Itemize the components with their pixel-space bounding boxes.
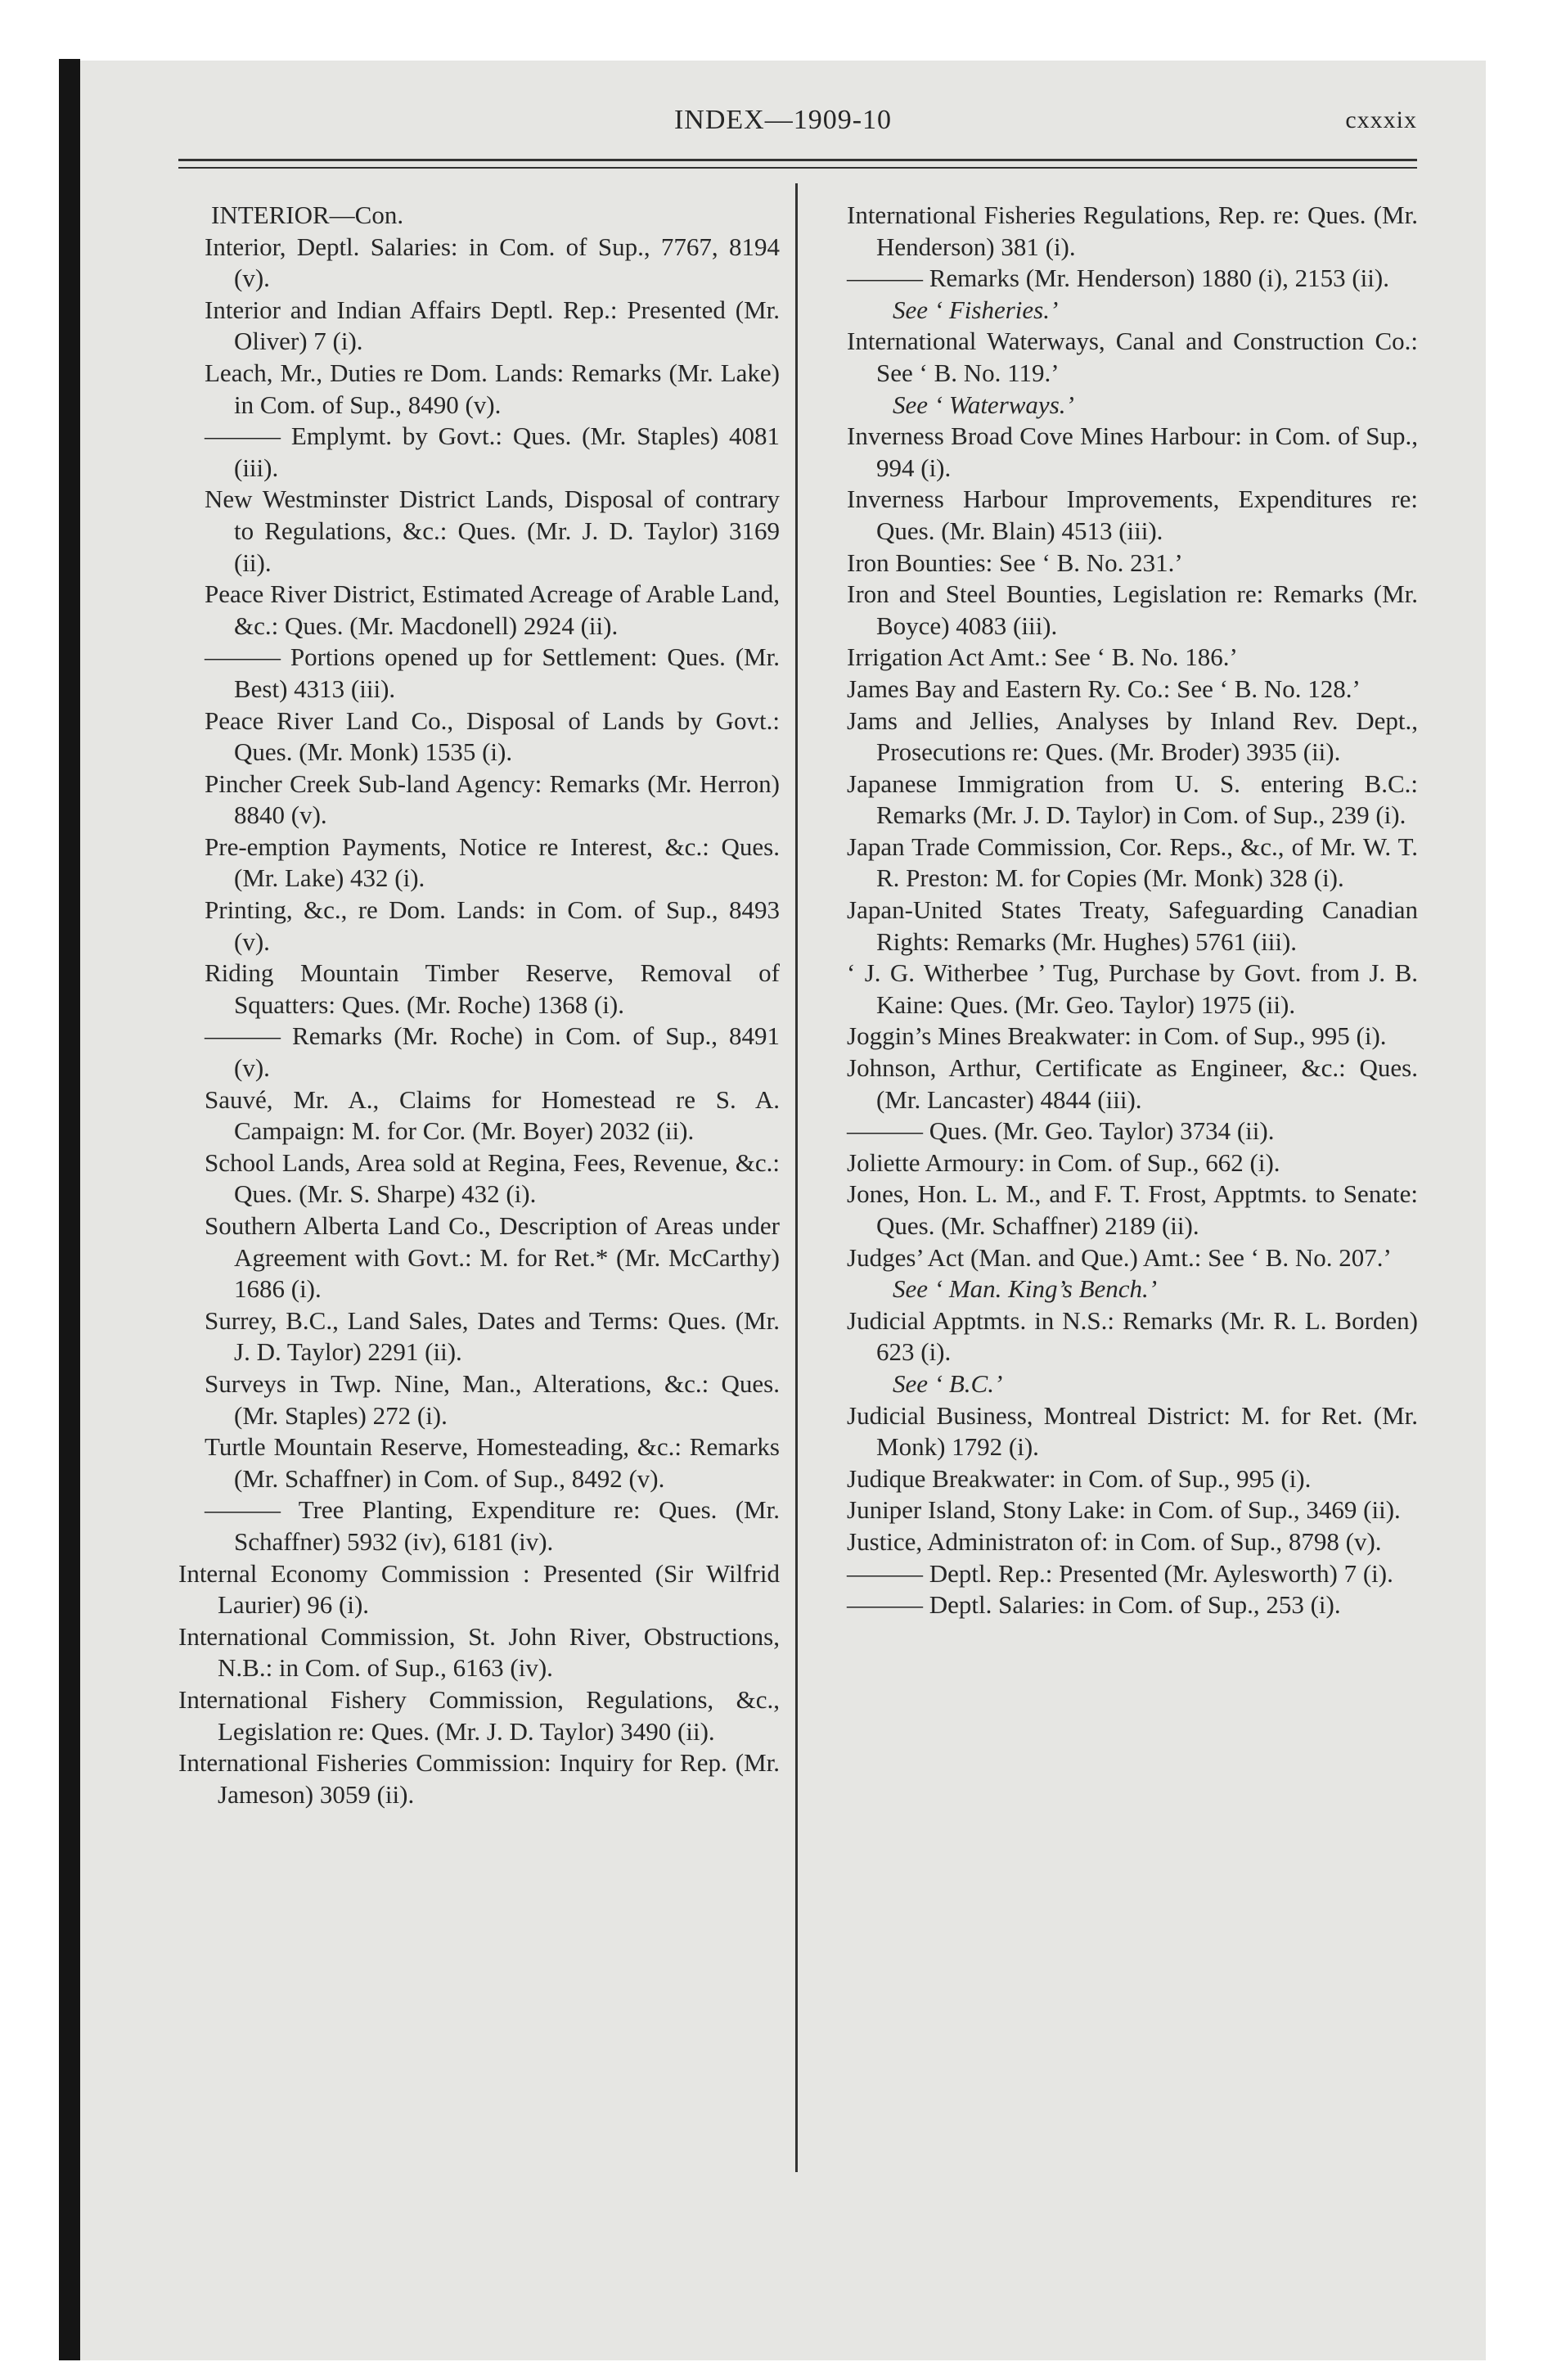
index-entry: ——— Deptl. Salaries: in Com. of Sup., 253 (i). [847,1590,1341,1620]
index-entry: Inverness Harbour Improvements, Expenditures re: Ques. (Mr. Blain) 4513 (iii). [847,485,1418,545]
index-entry: International Waterways, Canal and Construction Co.: See ‘ B. No. 119.’ [847,327,1418,387]
index-entry: Surrey, B.C., Land Sales, Dates and Terms: Ques. (Mr. J. D. Taylor) 2291 (ii). [205,1305,780,1367]
index-entry: Joliette Armoury: in Com. of Sup., 662 (i). [847,1147,1280,1177]
index-entry: Judicial Business, Montreal District: M. for Ret. (Mr. Monk) 1792 (i). [847,1400,1418,1462]
index-entry: International Fisheries Regulations, Rep. re: Ques. (Mr. Henderson) 381 (i). [847,201,1418,261]
right-column [821,200,1418,1621]
index-entry: Sauvé, Mr. A., Claims for Homestead re S. A. Campaign: M. for Cor. (Mr. Boyer) 2032 (ii). [205,1084,780,1146]
index-entry: Jones, Hon. L. M., and F. T. Frost, Apptmts. to Senate: Ques. (Mr. Schaffner) 2189 (ii). [847,1179,1418,1240]
header-rule [178,159,1417,161]
index-entry: Judicial Apptmts. in N.S.: Remarks (Mr. R. L. Borden) 623 (i). [847,1305,1418,1367]
left-column [178,200,780,1810]
index-entry: Inverness Broad Cove Mines Harbour: in Com. of Sup., 994 (i). [847,421,1418,482]
index-entry: New Westminster District Lands, Disposal of contrary to Regulations, &c.: Ques. (Mr. J. D. Taylor) 3169 (ii). [205,485,780,577]
section-heading: INTERIOR—Con. [211,201,404,229]
index-entry: Southern Alberta Land Co., Description of Areas under Agreement with Govt.: M. for Ret.* (Mr. McCarthy) 1686 (i). [205,1211,780,1304]
index-entry: ——— Tree Planting, Expenditure re: Ques. (Mr. Schaffner) 5932 (iv), 6181 (iv). [205,1495,780,1556]
page-number: cxxxix [1345,106,1417,133]
index-entry: Interior, Deptl. Salaries: in Com. of Sup., 7767, 8194 (v). [205,232,780,293]
header-rule-thin [178,167,1417,169]
index-entry: ——— Portions opened up for Settlement: Ques. (Mr. Best) 4313 (iii). [205,642,780,703]
index-entry: Pre-emption Payments, Notice re Interest, &c.: Ques. (Mr. Lake) 432 (i). [205,832,780,893]
index-entry: Judique Breakwater: in Com. of Sup., 995 (i). [847,1463,1312,1493]
index-entry: ——— Deptl. Rep.: Presented (Mr. Aylesworth) 7 (i). [847,1558,1393,1588]
index-entry: Irrigation Act Amt.: See ‘ B. No. 186.’ [847,642,1238,672]
index-entry: Justice, Administraton of: in Com. of Sup., 8798 (v). [847,1526,1382,1556]
index-entry: Pincher Creek Sub-land Agency: Remarks (Mr. Herron) 8840 (v). [205,769,780,830]
index-entry: Judges’ Act (Man. and Que.) Amt.: See ‘ B. No. 207.’ [847,1242,1392,1272]
index-entry: Peace River District, Estimated Acreage of Arable Land, &c.: Ques. (Mr. Macdonell) 2924 (ii). [205,579,780,640]
cross-reference: See ‘ Fisheries.’ [893,295,1059,324]
column-divider [795,183,798,2172]
index-entry: Leach, Mr., Duties re Dom. Lands: Remarks (Mr. Lake) in Com. of Sup., 8490 (v). [205,358,780,419]
index-entry: ——— Emplymt. by Govt.: Ques. (Mr. Staples) 4081 (iii). [205,421,780,482]
index-entry: Surveys in Twp. Nine, Man., Alterations, &c.: Ques. (Mr. Staples) 272 (i). [205,1368,780,1430]
index-entry: ——— Remarks (Mr. Henderson) 1880 (i), 2153 (ii). [847,264,1389,293]
index-entry: Turtle Mountain Reserve, Homesteading, &c.: Remarks (Mr. Schaffner) in Com. of Sup., 8492 (v). [205,1432,780,1493]
index-entry: James Bay and Eastern Ry. Co.: See ‘ B. No. 128.’ [847,674,1361,703]
index-entry: Jams and Jellies, Analyses by Inland Rev. Dept., Prosecutions re: Ques. (Mr. Broder) 3935 (ii). [847,705,1418,767]
index-page [80,61,1486,2360]
cross-reference: See ‘ Waterways.’ [893,390,1074,419]
index-entry: Johnson, Arthur, Certificate as Engineer, &c.: Ques. (Mr. Lancaster) 4844 (iii). [847,1053,1418,1114]
scan-border [59,59,80,2360]
running-title: INDEX—1909-10 [673,105,893,135]
index-entry: Riding Mountain Timber Reserve, Removal of Squatters: Ques. (Mr. Roche) 1368 (i). [205,958,780,1019]
index-entry: Iron and Steel Bounties, Legislation re: Remarks (Mr. Boyce) 4083 (iii). [847,579,1418,640]
index-entry: Peace River Land Co., Disposal of Lands by Govt.: Ques. (Mr. Monk) 1535 (i). [205,705,780,767]
index-entry: Japanese Immigration from U. S. entering B.C.: Remarks (Mr. J. D. Taylor) in Com. of Sup., 239 (i). [847,769,1418,830]
index-entry: Internal Economy Commission : Presented (Sir Wilfrid Laurier) 96 (i). [178,1558,780,1620]
index-entry: International Commission, St. John River, Obstructions, N.B.: in Com. of Sup., 6163 (iv). [178,1621,780,1683]
index-entry: School Lands, Area sold at Regina, Fees, Revenue, &c.: Ques. (Mr. S. Sharpe) 432 (i). [205,1147,780,1209]
index-entry: International Fisheries Commission: Inquiry for Rep. (Mr. Jameson) 3059 (ii). [178,1748,780,1809]
index-entry: Japan Trade Commission, Cor. Reps., &c., of Mr. W. T. R. Preston: M. for Copies (Mr. Monk) 328 (i). [847,832,1418,893]
index-entry: ——— Remarks (Mr. Roche) in Com. of Sup., 8491 (v). [205,1021,780,1083]
index-entry: Interior and Indian Affairs Deptl. Rep.: Presented (Mr. Oliver) 7 (i). [205,295,780,356]
index-entry: Printing, &c., re Dom. Lands: in Com. of Sup., 8493 (v). [205,895,780,956]
index-entry: Joggin’s Mines Breakwater: in Com. of Sup., 995 (i). [847,1021,1387,1051]
index-entry: Juniper Island, Stony Lake: in Com. of Sup., 3469 (ii). [847,1495,1401,1525]
index-entry: ——— Ques. (Mr. Geo. Taylor) 3734 (ii). [847,1116,1275,1146]
index-entry: ‘ J. G. Witherbee ’ Tug, Purchase by Govt. from J. B. Kaine: Ques. (Mr. Geo. Taylor) 1975 (ii). [847,958,1418,1019]
index-entry: Iron Bounties: See ‘ B. No. 231.’ [847,548,1183,577]
cross-reference: See ‘ Man. King’s Bench.’ [893,1274,1158,1304]
index-entry: International Fishery Commission, Regulations, &c., Legislation re: Ques. (Mr. J. D. Taylor) 3490 (ii). [178,1684,780,1746]
index-entry: Japan-United States Treaty, Safeguarding Canadian Rights: Remarks (Mr. Hughes) 5761 (iii). [847,895,1418,956]
cross-reference: See ‘ B.C.’ [893,1368,1003,1398]
